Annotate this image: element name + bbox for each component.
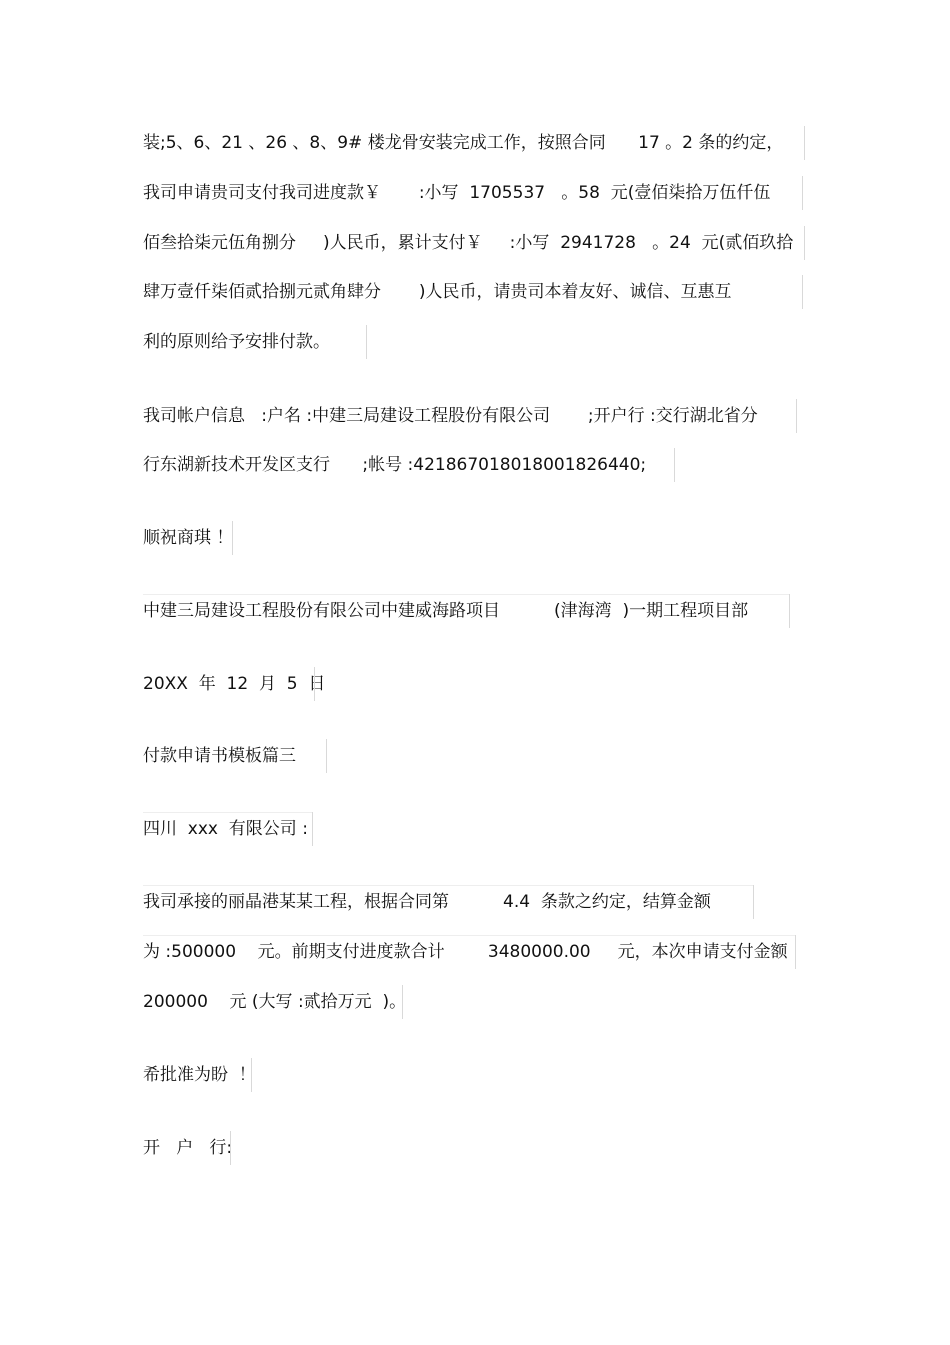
section-title: 付款申请书模板篇三 (143, 741, 327, 771)
recipient-line: 四川 xxx 有限公司 : (143, 814, 313, 844)
bank-label-line: 开 户 行: (143, 1133, 231, 1163)
body-line-3: 200000 元 (大写 :贰拾万元 )。 (143, 987, 403, 1017)
account-info-line-2: 行东湖新技术开发区支行 ;帐号 :421867018018001826440; (143, 450, 675, 480)
text-line-5: 利的原则给予安排付款。 (143, 327, 367, 357)
body-line-1: 我司承接的丽晶港某某工程，根据合同第 4.4 条款之约定，结算金额 (143, 887, 754, 917)
signature-company: 中建三局建设工程股份有限公司中建威海路项目 (津海湾 )一期工程项目部 (143, 596, 790, 626)
text-line-2: 我司申请贵司支付我司进度款￥ :小写 1705537 。58 元(壹佰柒拾万伍仟伍 (143, 178, 803, 208)
text-line-4: 肆万壹仟柒佰贰拾捌元贰角肆分 )人民币，请贵司本着友好、诚信、互惠互 (143, 277, 803, 307)
text-line-3: 佰叁拾柒元伍角捌分 )人民币，累计支付￥ :小写 2941728 。24 元(贰佰玖拾 (143, 228, 805, 258)
text-line-1: 装;5、6、21 、26 、8、9# 楼龙骨安装完成工作，按照合同 17 。2 条的约定， (143, 128, 805, 158)
account-info-line-1: 我司帐户信息 :户名 :中建三局建设工程股份有限公司 ;开户行 :交行湖北省分 (143, 401, 797, 431)
signature-date: 20XX 年 12 月 5 日 (143, 669, 315, 699)
request-approval-line: 希批准为盼 ！ (143, 1060, 252, 1090)
body-line-2: 为 :500000 元。前期支付进度款合计 3480000.00 元，本次申请支付金额 (143, 937, 796, 967)
closing-greeting: 顺祝商琪 ！ (143, 523, 233, 553)
